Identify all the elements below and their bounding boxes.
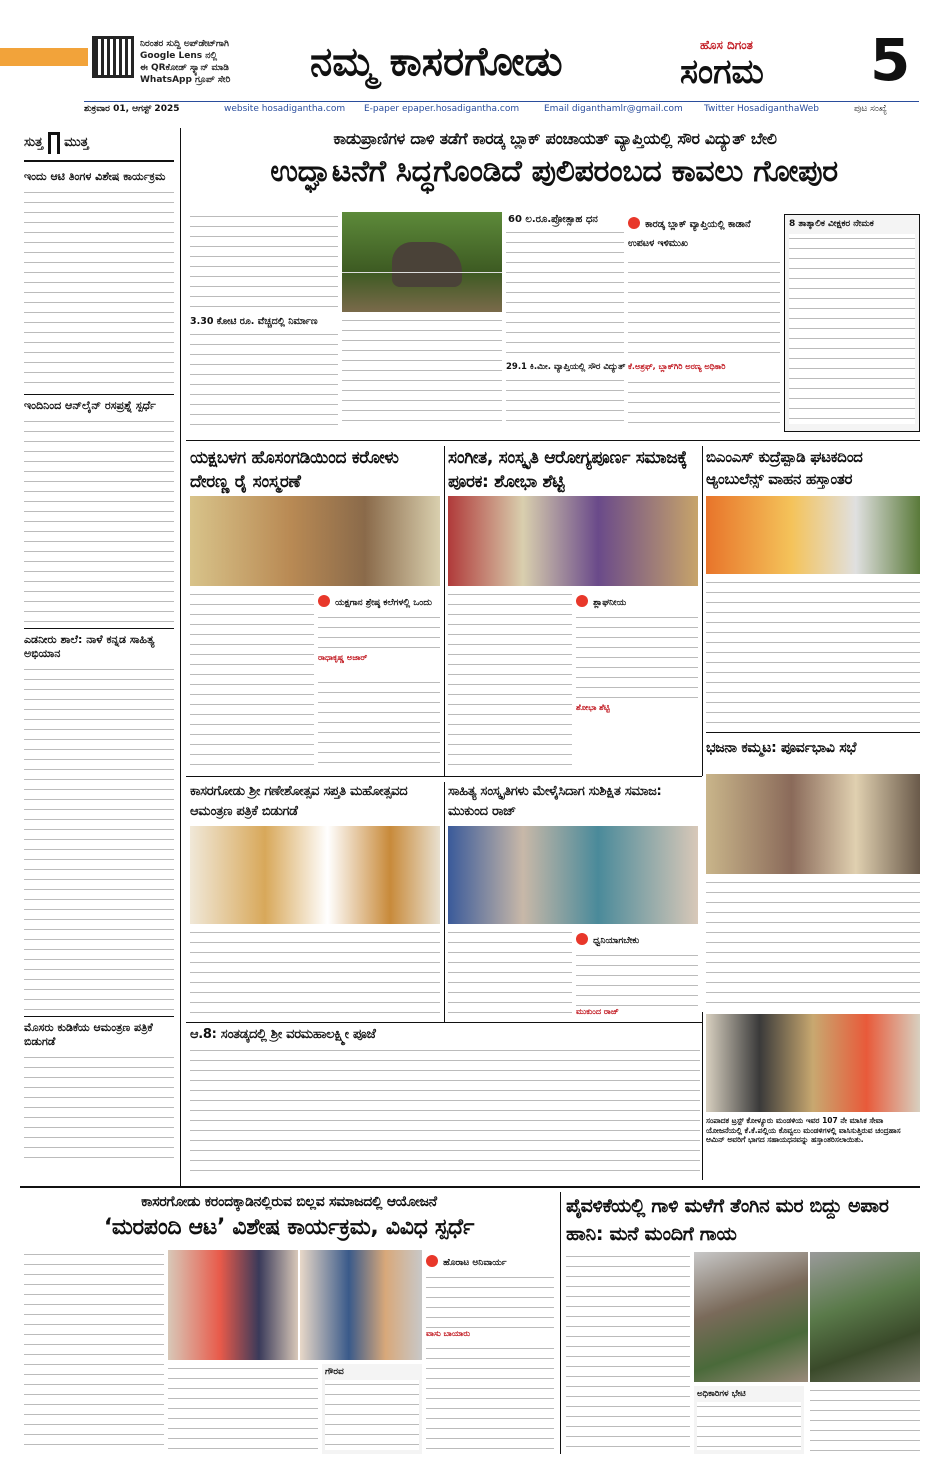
row2-2-photo	[706, 496, 920, 574]
sidebar-title: ಸುತ್ತ ಮುತ್ತ	[24, 128, 174, 162]
bottom-0-body-b	[168, 1364, 318, 1454]
row3b-photo	[706, 1014, 920, 1112]
bottom-0-photo-1	[168, 1250, 298, 1360]
sidebar-story-1-body	[24, 417, 174, 622]
row3b-caption: ಸಂಪಾದಕ ಟ್ರಸ್ಟ್ ಕೋಳ್ಯೂರು ಮಂಡಳಿಯ ಇವರ 107 ನೇ ಮಾಸಿಕ ಸೇವಾ ಯೋಜನೆಯಲ್ಲಿ ಕೆ.ಕೆ.ಪಲ್ಲಿಯ ಕೊವ್ವಲು ಮಂಡಳಿಗಳಲ್ಲಿ ವಾಸಿಸುತ್ತಿರುವ ಚಂದ್ರಹಾಸ ಆಮಿನ್ ಅವರಿಗೆ ಭಾಗದ ಸಹಾಯಧನವನ್ನು ಹಸ್ತಾಂತರಿಸಲಾಯಿತು.	[706, 1116, 901, 1144]
row3-1-quote-body	[576, 951, 698, 1007]
row2-0-quote-title: ಯಕ್ಷಗಾನ ಶ್ರೇಷ್ಠ ಕಲೆಗಳಲ್ಲಿ ಒಂದು	[335, 598, 432, 608]
sidebar-story-0-headline[interactable]: ಇಂದು ಆಟಿ ತಿಂಗಳ ವಿಶೇಷ ಕಾರ್ಯಕ್ರಮ	[24, 170, 166, 183]
row3-1-photo	[448, 826, 698, 924]
lead-subhead-2: 60 ಲ.ರೂ.ಪ್ರೋತ್ಸಾಹ ಧನ	[508, 214, 598, 225]
bottom-0-photo-2	[300, 1250, 422, 1360]
pages-label: ಪುಟ ಸಂಖ್ಯೆ	[854, 104, 887, 114]
lead-body-col3	[506, 228, 624, 358]
brand-small: ಹೊಸ ದಿಗಂತ	[700, 38, 753, 52]
bottom-0-quote-title: ಹೊರಾಟ ಅನಿವಾರ್ಯ	[443, 1258, 507, 1268]
row3-2-body	[706, 878, 920, 1008]
bottom-0-box-body	[325, 1380, 419, 1450]
quote-marker-icon-5	[426, 1255, 438, 1267]
quote-marker-icon-2	[318, 595, 330, 607]
row2-bottom-rule	[186, 776, 702, 777]
lead-subhead-3: 29.1 ಕಿ.ಮೀ. ವ್ಯಾಪ್ತಿಯಲ್ಲಿ ಸೌರ ವಿದ್ಯುತ್	[506, 362, 626, 372]
row2-0-body	[190, 590, 314, 770]
lead-quote	[628, 212, 780, 372]
elephant-photo	[342, 212, 502, 312]
epaper-link[interactable]: E-paper epaper.hosadigantha.com	[364, 104, 520, 114]
bottom-top-rule	[20, 1186, 920, 1188]
row2-0-quote-body	[318, 613, 440, 653]
lead-box	[784, 214, 920, 432]
row2-divider-2	[702, 446, 703, 776]
qr-strip	[0, 48, 88, 66]
row3-2-photo	[706, 774, 920, 874]
sidebar	[24, 128, 174, 1183]
bottom-1-photo-1	[694, 1252, 808, 1382]
row3-0-photo	[190, 826, 440, 924]
row3-divider-1	[444, 782, 445, 1022]
row3-1-headline[interactable]: ಸಾಹಿತ್ಯ ಸಂಸ್ಕೃತಿಗಳು ಮೇಳೈಸಿದಾಗ ಸುಶಿಕ್ಷಿತ ಸಮಾಜ: ಮುಕುಂದ ರಾಜ್	[448, 784, 662, 819]
sidebar-story-1-headline[interactable]: ಇಂದಿನಿಂದ ಆನ್‌ಲೈನ್ ರಸಪ್ರಶ್ನೆ ಸ್ಪರ್ಧೆ	[24, 394, 174, 413]
bottom-0-quote-body	[426, 1273, 554, 1329]
row3b-top-rule	[186, 1022, 702, 1023]
lead-bottom-rule	[186, 440, 920, 441]
brand-big: ಸಂಗಮ	[680, 52, 764, 92]
lead-body-col1b	[190, 330, 338, 430]
row3-1-body	[448, 928, 572, 1018]
row3-2-headline[interactable]: ಭಜನಾ ಕಮ್ಮಟ: ಪೂರ್ವಭಾವಿ ಸಭೆ	[706, 740, 857, 756]
lead-box-body	[789, 234, 915, 424]
row3-0-headline[interactable]: ಕಾಸರಗೋಡು ಶ್ರೀ ಗಣೇಶೋತ್ಸವ ಸಪ್ತತಿ ಮಹೋತ್ಸವದ ಆಮಂತ್ರಣ ಪತ್ರಿಕೆ ಬಿಡುಗಡೆ	[190, 784, 408, 819]
elephant-shape	[392, 242, 462, 287]
row2-divider-1	[444, 446, 445, 776]
row3-1-quote	[576, 928, 698, 1018]
lead-quote-body	[628, 258, 780, 358]
row2-0-quote	[318, 590, 440, 674]
date-label: ಶುಕ್ರವಾರ 01, ಆಗಸ್ಟ್ 2025	[84, 104, 180, 114]
sidebar-story-0-body	[24, 188, 174, 388]
qr-note: ನಿರಂತರ ಸುದ್ದಿ ಅಪ್‌ಡೇಟ್‌ಗಾಗಿ Google Lens ನಲ್ಲಿ ಈ QRಕೋಡ್ ಸ್ಕ್ಯಾನ್ ಮಾಡಿ WhatsApp ಗ್ರೂಪ್ ಸೇರಿ	[140, 39, 231, 85]
fence-wire	[342, 272, 502, 273]
row2-2-headline[interactable]: ಬಿಎಂಎಸ್ ಕುದ್ರೆಪ್ಪಾಡಿ ಘಟಕದಿಂದ ಆ್ಯಂಬುಲೆನ್ಸ್ ವಾಹನ ಹಸ್ತಾಂತರ	[706, 448, 863, 488]
bottom-0-box-title: ಗೌರವ	[325, 1367, 344, 1377]
bottom-0-body	[24, 1250, 164, 1454]
row2-2-bottom-rule	[706, 732, 920, 733]
bottom-1-box-title: ಅಧಿಕಾರಿಗಳ ಭೇಟಿ	[697, 1389, 746, 1399]
bottom-1-body-b	[810, 1386, 920, 1454]
bottom-0-quote	[426, 1250, 554, 1340]
row2-1-quote-author: ಶೋಭಾ ಶೆಟ್ಟಿ	[576, 703, 610, 712]
bottom-1-headline[interactable]: ಪೈವಳಿಕೆಯಲ್ಲಿ ಗಾಳಿ ಮಳೆಗೆ ತೆಂಗಿನ ಮರ ಬಿದ್ದು ಅಪಾರ ಹಾನಿ: ಮನೆ ಮಂದಿಗೆ ಗಾಯ	[566, 1195, 889, 1245]
bottom-0-kicker: ಕಾಸರಗೋಡು ಕರಂದಕ್ಕಾಡಿನಲ್ಲಿರುವ ಬಿಲ್ಲವ ಸಮಾಜದಲ್ಲಿ ಆಯೋಜನೆ	[141, 1194, 437, 1210]
row2-0-quote-author: ರಾಧಾಕೃಷ್ಣ ಅಜಾರ್	[318, 653, 368, 662]
page-number: 5	[870, 26, 911, 94]
row2-1-body	[448, 590, 572, 770]
bottom-0-box	[322, 1364, 422, 1454]
lead-subhead-1: 3.30 ಕೋಟಿ ರೂ. ವೆಚ್ಚದಲ್ಲಿ ನಿರ್ಮಾಣ	[190, 316, 318, 327]
masthead-circle	[600, 30, 660, 90]
row3-0-body	[190, 928, 440, 1018]
quote-marker-icon-3	[576, 595, 588, 607]
lead-headline[interactable]: ಉದ್ಘಾಟನೆಗೆ ಸಿದ್ಧಗೊಂಡಿದೆ ಪುಲಿಪರಂಬದ ಕಾವಲು ಗೋಪುರ	[270, 154, 838, 189]
bottom-divider	[560, 1192, 561, 1454]
row3b-divider	[702, 1012, 703, 1180]
bottom-1-photo-2	[810, 1252, 920, 1382]
sidebar-story-2-body	[24, 665, 174, 1010]
sidebar-story-3-headline[interactable]: ಮೊಸರು ಕುಡಿಕೆಯ ಆಮಂತ್ರಣ ಪತ್ರಿಕೆ ಬಿಡುಗಡೆ	[24, 1016, 174, 1049]
row2-1-quote	[576, 590, 698, 720]
row2-1-headline[interactable]: ಸಂಗೀತ, ಸಂಸ್ಕೃತಿ ಆರೋಗ್ಯಪೂರ್ಣ ಸಮಾಜಕ್ಕೆ ಪೂರಕ: ಶೋಭಾ ಶೆಟ್ಟಿ	[448, 448, 688, 492]
bottom-1-box-body	[697, 1402, 801, 1450]
info-bar	[84, 101, 919, 115]
email-link[interactable]: Email diganthamlr@gmail.com	[544, 104, 683, 114]
row2-0-photo	[190, 496, 440, 586]
row3b-body	[190, 1046, 700, 1174]
bottom-1-body	[566, 1252, 690, 1452]
sidebar-story-3-body	[24, 1053, 174, 1158]
row3-1-quote-author: ಮುಕುಂದ ರಾಜ್	[576, 1007, 619, 1016]
lead-quote-author: ಕೆ.ಅಶ್ರಫ್, ಬ್ಲಾಕ್‌ಗಿರಿ ಅರಣ್ಯ ಅಧಿಕಾರಿ	[628, 362, 726, 371]
lead-body-col3b	[506, 376, 624, 430]
lead-body-col1	[190, 212, 338, 312]
row2-0-headline[interactable]: ಯಕ್ಷಬಳಗ ಹೊಸಂಗಡಿಯಿಂದ ಕರೋಳು ದೇರಣ್ಣ ರೈ ಸಂಸ್ಮರಣೆ	[190, 448, 399, 492]
bottom-0-body-c	[426, 1344, 554, 1454]
bottom-0-headline[interactable]: ‘ಮರಪಂದಿ ಆಟ’ ವಿಶೇಷ ಕಾರ್ಯಕ್ರಮ, ವಿವಿಧ ಸ್ಪರ್ಧೆ	[103, 1215, 475, 1240]
row2-2-body	[706, 578, 920, 728]
sidebar-divider	[180, 128, 181, 1188]
quote-marker-icon-4	[576, 933, 588, 945]
website-link[interactable]: website hosadigantha.com	[224, 104, 346, 114]
row2-1-photo	[448, 496, 698, 586]
lead-quote-title: ಕಾರಡ್ಕ ಬ್ಲಾಕ್ ವ್ಯಾಪ್ತಿಯಲ್ಲಿ ಕಾಡಾನೆ ಉಪಟಳ ಇಳಿಮುಖ	[628, 219, 751, 249]
masthead-title: ನಮ್ಮ ಕಾಸರಗೋಡು	[310, 38, 563, 85]
bottom-0-quote-author: ವಾಸು ಬಾಯಾರು	[426, 1329, 470, 1338]
bottom-1-box	[694, 1386, 804, 1454]
lead-body-col4	[628, 378, 780, 430]
quote-marker-icon	[628, 217, 640, 229]
lead-body-col2	[342, 316, 502, 430]
lead-box-title: 8 ತಾತ್ಕಾಲಿಕ ವೀಕ್ಷಕರ ನೇಮಕ	[789, 219, 874, 229]
twitter-link[interactable]: Twitter HosadiganthaWeb	[704, 104, 820, 114]
sidebar-title-mark	[48, 132, 60, 154]
row3b-headline[interactable]: ಆ.8: ಸಂತಡ್ಕದಲ್ಲಿ ಶ್ರೀ ವರಮಹಾಲಕ್ಷ್ಮೀ ಪೂಜೆ	[190, 1027, 376, 1042]
lead-kicker: ಕಾಡುಪ್ರಾಣಿಗಳ ದಾಳಿ ತಡೆಗೆ ಕಾರಡ್ಕ ಬ್ಲಾಕ್ ಪಂಚಾಯತ್ ವ್ಯಾಪ್ತಿಯಲ್ಲಿ ಸೌರ ವಿದ್ಯುತ್ ಬೇಲಿ	[333, 129, 777, 148]
row2-0-body-b	[318, 678, 440, 770]
qr-code	[92, 36, 134, 78]
row3-1-quote-title: ಧ್ವನಿಯಾಗಬೇಕು	[593, 936, 640, 946]
row2-1-quote-title: ಶ್ಲಾಘನೀಯ	[593, 598, 627, 608]
row2-1-quote-body	[576, 613, 698, 703]
sidebar-story-2-headline[interactable]: ಎಡನೀರು ಶಾಲೆ: ನಾಳೆ ಕನ್ನಡ ಸಾಹಿತ್ಯ ಅಭಿಯಾನ	[24, 628, 174, 661]
